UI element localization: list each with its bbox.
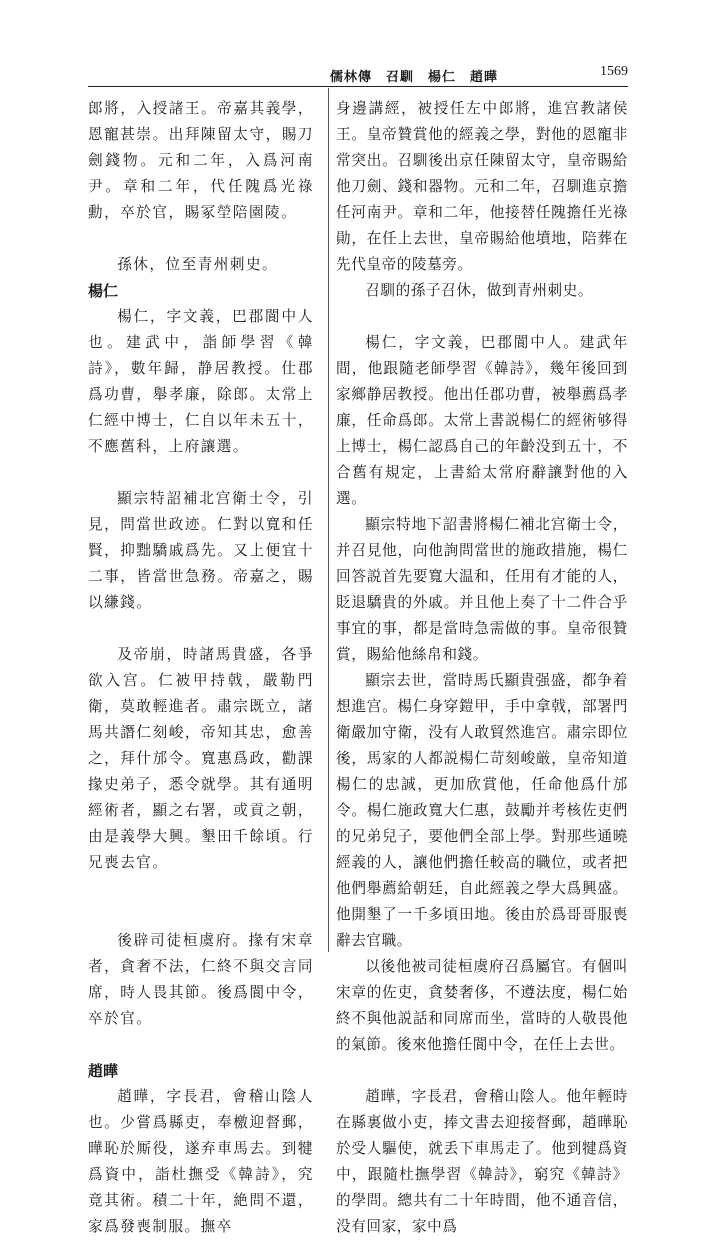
classical-paragraph: 顯宗特詔補北宫衛士令，引見，問當世政迹。仁對以寬和任賢，抑黜驕戚爲先。又上便宜十二事，皆當世急務。帝嘉之，賜以縑錢。 [88, 490, 314, 611]
classical-paragraph: 趙曄，字長君，會稽山陰人也。少嘗爲縣吏，奉檄迎督郵，曄恥於厮役，遂弃車馬去。到犍爲資中，詣杜撫受《韓詩》，究竟其術。積二十年，絶問不還，家爲發喪制服。撫卒 [88, 1088, 314, 1235]
translation-paragraph: 以後他被司徒桓虞府召爲屬官。有個叫宋章的佐吏，貪婪奢侈，不遵法度，楊仁始終不與他説話和同席而坐，當時的人敬畏他的氣節。後來他擔任閬中令，在任上去世。 [336, 958, 628, 1053]
running-title: 儒林傳 召馴 楊仁 趙曄 [329, 70, 498, 85]
classical-paragraph: 孫休，位至青州刺史。 [117, 256, 279, 273]
section-heading-yangren: 楊仁 [88, 282, 119, 300]
translation-paragraph: 顯宗去世，當時馬氏顯貴强盛，都争着想進宫。楊仁身穿鎧甲，手中拿戟，部署門衛嚴加守衛，没有人敢貿然進宫。肅宗即位後，馬家的人都説楊仁苛刻峻厳，皇帝知道楊仁的忠誠，更加欣賞他，任命他爲什邡令。楊仁施政寬大仁惠，鼓勵并考核佐吏們的兄弟兒子，要他們全部上學。對那些通曉經義的人，讓他們擔任較高的職位，或者把他們舉薦給朝廷，自此經義之學大爲興盛。他開墾了一千多頃田地。後由於爲哥哥服喪辭去官職。 [336, 672, 628, 949]
classical-paragraph: 及帝崩，時諸馬貴盛，各爭欲入宫。仁被甲持戟，嚴勒門衛，莫敢輕進者。肅宗既立，諸馬共譖仁刻峻，帝知其忠，愈善之，拜什邡令。寬惠爲政，勸課掾史弟子，悉令就學。其有通明經術者，顯之右署，或貢之朝，由是義學大興。墾田千餘頃。行兄喪去官。 [88, 646, 314, 871]
column-divider [328, 88, 329, 952]
page-header [88, 64, 628, 86]
header-rule [88, 86, 628, 87]
section-heading-zhaoye: 趙曄 [88, 1062, 119, 1080]
translation-paragraph: 趙曄，字長君，會稽山陰人。他年輕時在縣裏做小吏，捧文書去迎接督郵，趙曄恥於受人驅使，就丢下車馬走了。他到犍爲資中，跟隨杜撫學習《韓詩》，窮究《韓詩》的學問。總共有二十年時間，他不通音信，没有回家，家中爲 [336, 1088, 628, 1235]
classical-paragraph: 郎將，入授諸王。帝嘉其義學，恩寵甚崇。出拜陳留太守，賜刀劍錢物。元和二年，入爲河南尹。章和二年，代任隗爲光祿勳，卒於官，賜冢塋陪園陵。 [88, 100, 314, 221]
classical-paragraph: 後辟司徒桓虞府。掾有宋章者，貪奢不法，仁終不與交言同席，時人畏其節。後爲閬中令，卒於官。 [88, 932, 314, 1027]
classical-paragraph: 楊仁，字文義，巴郡閬中人也。建武中，詣師學習《韓詩》，數年歸，静居教授。仕郡爲功曹，舉孝廉，除郎。太常上仁經中博士，仁自以年未五十，不應舊科，上府讓選。 [88, 308, 314, 455]
classical-text-column [88, 96, 314, 1240]
translation-paragraph: 顯宗特地下詔書將楊仁補北宫衛士令，并召見他，向他詢問當世的施政措施，楊仁回答説首先要寬大温和，任用有才能的人，貶退驕貴的外戚。并且他上奏了十二件合乎事宜的事，都是當時急需做的事。皇帝很贊賞，賜給他絲帛和錢。 [336, 516, 628, 663]
translation-paragraph: 楊仁，字文義，巴郡閬中人。建武年間，他跟隨老師學習《韓詩》，幾年後回到家鄉静居教授。他出任郡功曹，被舉薦爲孝廉，任命爲郎。太常上書説楊仁的經術够得上博士，楊仁認爲自己的年齡没到五十，不合舊有規定，上書給太常府辭讓對他的入選。 [336, 334, 628, 507]
translation-paragraph: 召馴的孫子召休，做到青州刺史。 [365, 282, 594, 299]
translation-column [336, 96, 628, 1240]
translation-paragraph: 身邊講經，被授任左中郎將，進宫教諸侯王。皇帝贊賞他的經義之學，對他的恩寵非常突出。召馴後出京任陳留太守，皇帝賜給他刀劍、錢和器物。元和二年，召馴進京擔任河南尹。章和二年，他接替任隗擔任光祿勛，在任上去世，皇帝賜給他墳地，陪葬在先代皇帝的陵墓旁。 [336, 100, 628, 273]
page-number: 1569 [600, 64, 628, 79]
